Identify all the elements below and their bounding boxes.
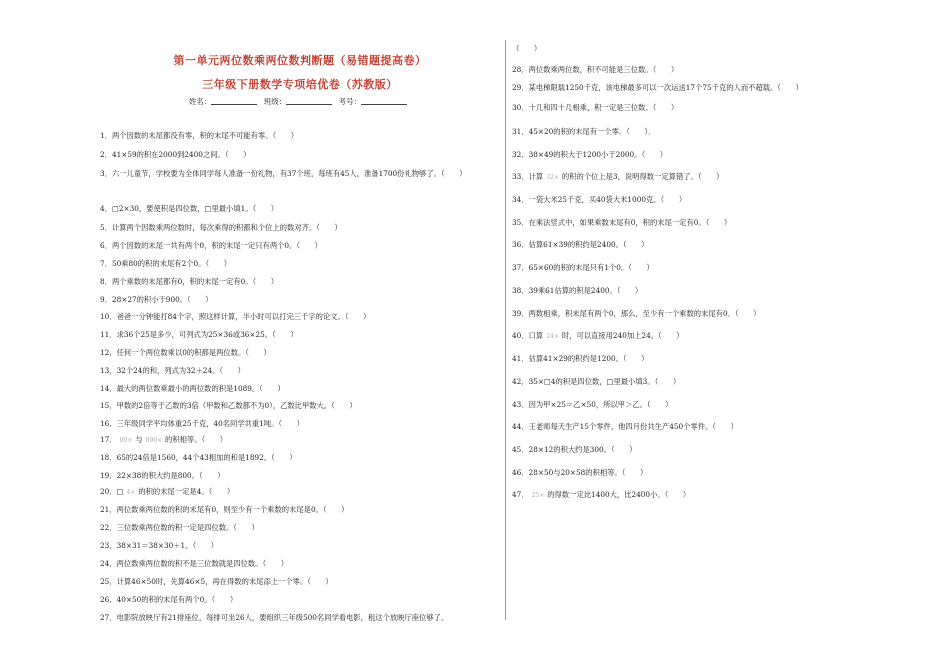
question-item: 38．39乘61估算的积是2400。（ ） bbox=[512, 286, 643, 295]
question-item: 32．38×49的积大于1200小于2000。（ ） bbox=[512, 150, 668, 159]
question-item: 8．两个乘数的末尾都有0，积的末尾一定有0。（ ） bbox=[100, 277, 279, 286]
question-item: 14．最大的两位数乘最小的两位数的积是1089。（ ） bbox=[100, 384, 285, 393]
question-text: 时，可以直接用240加上24。（ ） bbox=[561, 331, 684, 340]
question-item: 25．计算46×50时，先算46×5，再在得数的末尾添上一个零。（ ） bbox=[100, 577, 333, 586]
question-number: 20．□ bbox=[100, 487, 124, 496]
question-item: 34．一袋大米25千克，买40袋大米1000克。（ ） bbox=[512, 195, 687, 204]
class-blank[interactable] bbox=[286, 96, 332, 105]
question-item: 46．28×50与20×58的积相等。（ ） bbox=[512, 468, 648, 477]
question-item: 35．在乘法竖式中，如果乘数末尾有0，积的末尾一定有0。（ ） bbox=[512, 218, 732, 227]
question-item: 43．因为甲×25＝乙×50，所以甲＞乙。（ ） bbox=[512, 400, 673, 409]
question-item: 6．两个因数的末尾一共有两个0，积的末尾一定只有两个0。（ ） bbox=[100, 241, 322, 250]
question-item: 28．两位数乘两位数，积不可能是三位数。（ ） bbox=[512, 65, 679, 74]
number-label: 考号： bbox=[338, 97, 362, 106]
question-item: 5．计算两个因数乘两位数时，每次乘得的积都和个位上的数对齐。（ ） bbox=[100, 223, 342, 232]
question-item-40 bbox=[512, 331, 684, 341]
name-label: 姓名： bbox=[188, 97, 212, 106]
class-label: 班级： bbox=[263, 97, 287, 106]
formula-image: 25× bbox=[531, 492, 545, 499]
formula-image: 4× bbox=[126, 489, 136, 496]
question-item: 29．某电梯限载1250千克，该电梯最多可以一次运送17个75千克的人而不超载。（ ） bbox=[512, 83, 803, 92]
student-info-row bbox=[100, 96, 500, 107]
question-item: 18．65的24倍是1560，44个43相加的和是1892。（ ） bbox=[100, 453, 297, 462]
question-item: 15．甲数的2倍等于乙数的3倍（甲数和乙数都不为0），乙数比甲数大。（ ） bbox=[100, 401, 357, 410]
question-item: 7．50乘80的积的末尾有2个0。（ ） bbox=[100, 259, 232, 268]
question-text: 的积的个位上是3，说明得数一定算错了。（ ） bbox=[561, 172, 724, 181]
question-number: 33．计算 bbox=[512, 172, 544, 181]
question-text: 的积相等。（ ） bbox=[165, 435, 228, 444]
question-item-20 bbox=[100, 487, 234, 497]
question-item: 3．六一儿童节，学校要为全体同学每人准备一份礼物，有37个班，每班有45人，准备1700份礼物够了。（ ） bbox=[100, 169, 467, 178]
worksheet-subtitle: 三年级下册数学专项培优卷（苏教版） bbox=[202, 78, 398, 91]
question-number: 40．口算 bbox=[512, 331, 544, 340]
question-item: 23．38×31＝38×30＋1。（ ） bbox=[100, 541, 219, 550]
question-item: 21．两位数乘两位数的积的末尾有0，则至少有一个乘数的末尾是0。（ ） bbox=[100, 505, 349, 514]
question-item: 39．两数相乘，积末尾有两个0，那么，至少有一个乘数的末尾有0．（ ） bbox=[512, 309, 761, 318]
question-number: 47． bbox=[512, 490, 529, 499]
question-item: 10．爸爸一分钟能打84个字，照这样计算，半小时可以打完三千字的论文。（ ） bbox=[100, 312, 371, 321]
formula-image: 890× bbox=[145, 437, 163, 444]
formula-image: 24× bbox=[546, 333, 559, 340]
question-item: （ ） bbox=[512, 44, 542, 53]
question-text: 的得数一定比1400大，比2400小。（ ） bbox=[547, 490, 691, 499]
question-item: 27．电影院放映厅有21排座位，每排可坐26人，要组织三年级500名同学看电影，租这个放映厅座位够了。 bbox=[100, 613, 449, 622]
question-item: 42．35×□4的积是四位数，□里最小填3。（ ） bbox=[512, 377, 681, 386]
question-item: 30．十几和四十几相乘，积一定是三位数。（ ） bbox=[512, 103, 679, 112]
formula-image: 32× bbox=[546, 174, 559, 181]
question-item: 9．28×27的积小于900。（ ） bbox=[100, 295, 213, 304]
question-item: 12．任何一个两位数乘以0的积都是两位数。（ ） bbox=[100, 348, 271, 357]
question-item: 2．41×59的积在2000到2400之间。（ ） bbox=[100, 150, 251, 159]
question-item: 26．40×50的积的末尾有两个0。（ ） bbox=[100, 595, 238, 604]
name-blank[interactable] bbox=[211, 96, 257, 105]
formula-image: 89× bbox=[119, 437, 133, 444]
question-item-17 bbox=[100, 435, 227, 445]
number-blank[interactable] bbox=[361, 96, 407, 105]
column-divider bbox=[505, 40, 506, 620]
question-item: 1．两个因数的末尾都没有零，积的末尾不可能有零。（ ） bbox=[100, 131, 299, 140]
question-item: 24．两位数乘两位数的积不是三位数就是四位数。（ ） bbox=[100, 559, 289, 568]
question-item: 31．45×20的积的末尾有一个零．（ ）． bbox=[512, 127, 656, 136]
question-item: 22．三位数乘两位数的积一定是四位数。（ ） bbox=[100, 523, 259, 532]
question-item: 44．王老师每天生产15个零件，他四月份共生产450个零件。（ ） bbox=[512, 422, 738, 431]
question-item: 45．28×12的积大约是300。（ ） bbox=[512, 445, 637, 454]
question-item: 13．32个24的和，列式为32＋24。（ ） bbox=[100, 366, 245, 375]
worksheet-title: 第一单元两位数乘两位数判断题（易错题提高卷） bbox=[173, 54, 427, 67]
question-text: 与 bbox=[135, 435, 143, 444]
question-item-33 bbox=[512, 172, 723, 182]
question-item: 16．三年级同学平均体重25千克，40名同学共重1吨。（ ） bbox=[100, 419, 304, 428]
question-item: 36．估算61×39的积约是2400。（ ） bbox=[512, 240, 649, 249]
question-number: 17． bbox=[100, 435, 117, 444]
question-item: 19．22×38的积大约是800。（ ） bbox=[100, 471, 225, 480]
question-item: 37．65×60的积的末尾只有1个0。（ ） bbox=[512, 263, 654, 272]
question-item: 11．求36个25是多少，可列式为25×36或36×25。（ ） bbox=[100, 330, 298, 339]
question-item: 41．估算41×29的积约是1200。（ ） bbox=[512, 354, 649, 363]
question-item-47 bbox=[512, 490, 690, 500]
question-item: 4．□2×30，要使积是四位数，□里最小填1。（ ） bbox=[100, 204, 279, 213]
question-text: 的积的末尾一定是4。（ ） bbox=[138, 487, 235, 496]
